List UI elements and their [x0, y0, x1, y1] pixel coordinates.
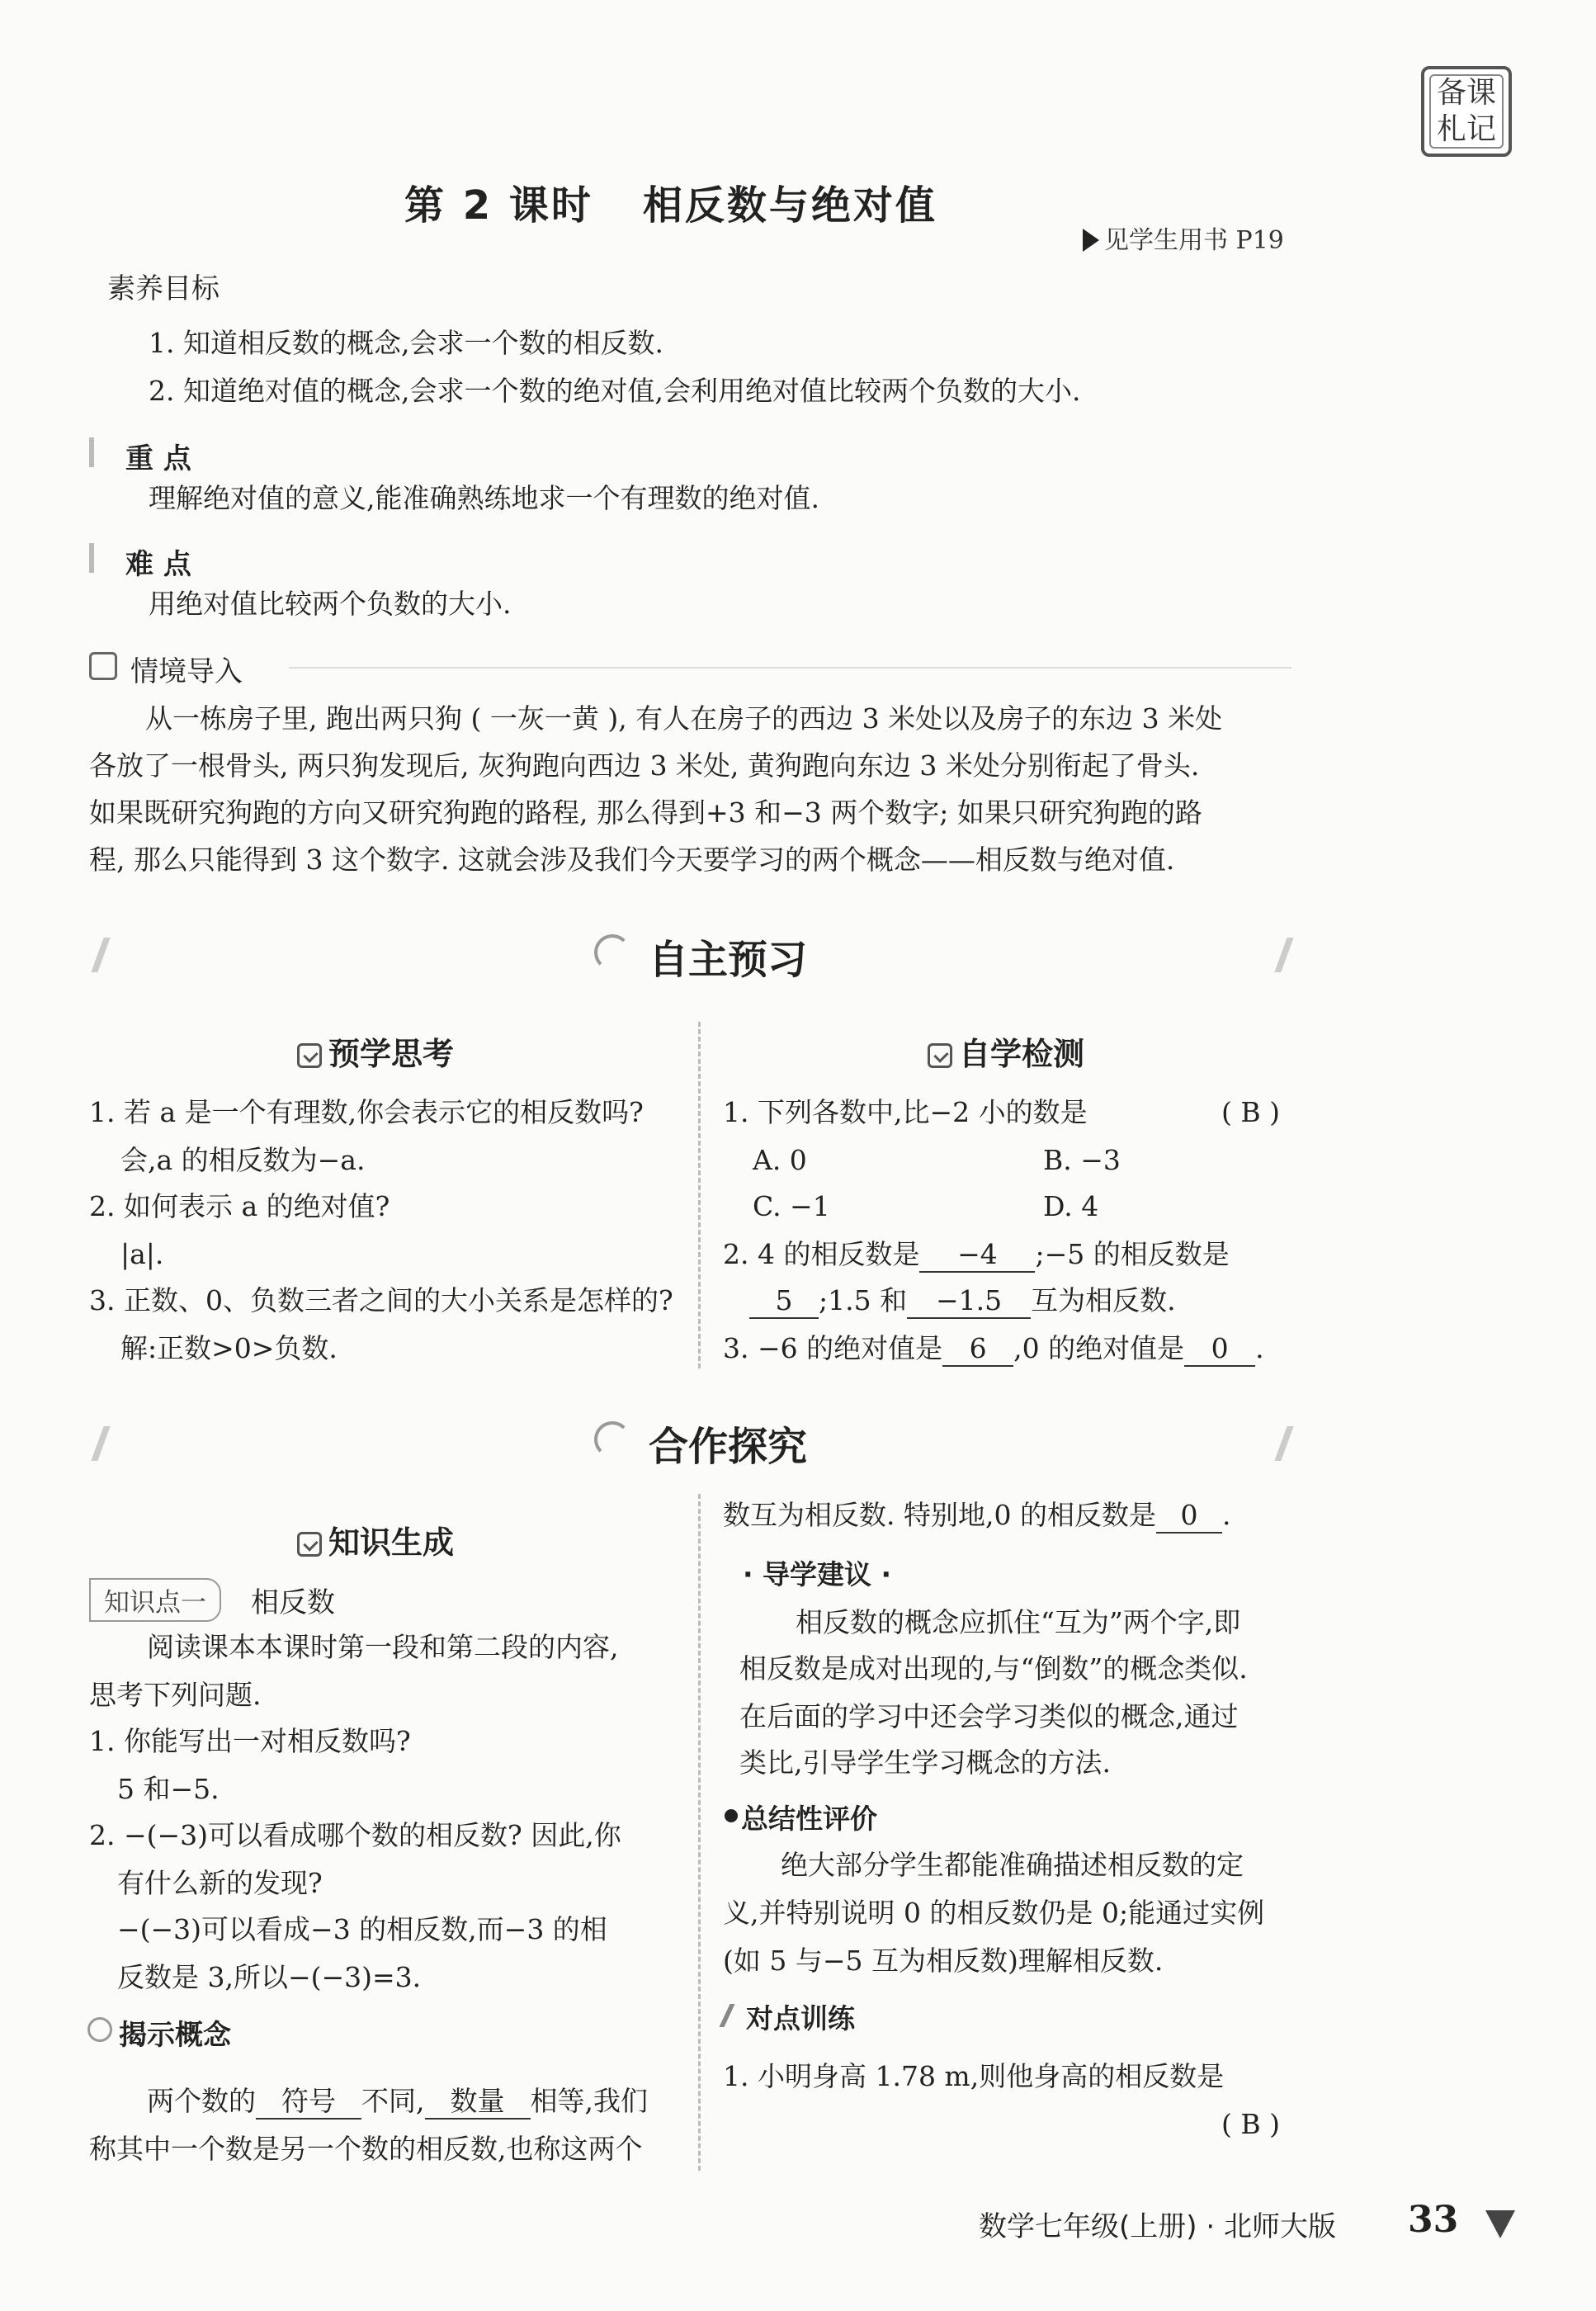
training-heading: 对点训练 — [746, 2002, 855, 2035]
kp-q1: 1. 你能写出一对相反数吗? — [89, 1725, 411, 1757]
key-point-text: 理解绝对值的意义,能准确熟练地求一个有理数的绝对值. — [149, 482, 819, 514]
check-q1: 1. 下列各数中,比−2 小的数是 — [723, 1096, 1088, 1128]
page-number: 33 — [1408, 2199, 1459, 2241]
guide-line: 相反数的概念应抓住“互为”两个字,即 — [796, 1606, 1241, 1638]
read-instruction: 思考下列问题. — [89, 1679, 262, 1711]
notebook-icon — [297, 1532, 322, 1557]
checklist-icon — [928, 1043, 952, 1068]
concept-continued: 数互为相反数. 特别地,0 的相反数是 0 . — [723, 1499, 1230, 1534]
notes-stamp — [1421, 66, 1512, 157]
option: A. 0 — [753, 1144, 807, 1176]
intro-paragraph: 从一栋房子里, 跑出两只狗 ( 一灰一黄 ), 有人在房子的西边 3 米处以及房子的东边 3 米处 各放了一根骨头, 两只狗发现后, 灰狗跑向西边 3 米处, 黄狗跑向东边 3 米处分别衔起了骨头. 如果既研究狗跑的方向又研究狗跑的路程, 那么得到+3 和−3 两个数字; 如果只研究狗跑的路 程, 那么只能得到 3 这个数字. 这就会涉及我们今天要学习的两个概念——相反数与绝对值. — [89, 702, 1223, 876]
key-point-heading: 重 点 — [125, 442, 191, 475]
magnifier-icon — [594, 1421, 630, 1458]
think-a3: 解:正数>0>负数. — [120, 1332, 338, 1364]
check-q1-answer: ( B ) — [1221, 1096, 1280, 1128]
knowledge-title: 知识生成 — [297, 1517, 454, 1562]
summary-heading: 总结性评价 — [741, 1803, 877, 1835]
answer-blank: 6 — [942, 1332, 1013, 1367]
lesson-title — [404, 173, 937, 230]
kp-a2: −(−3)可以看成−3 的相反数,而−3 的相 — [117, 1913, 607, 1945]
answer-blank: 0 — [1184, 1332, 1255, 1367]
answer-blank: 符号 — [256, 2085, 361, 2120]
scenario-icon — [89, 652, 117, 680]
knowledge-point-tag: 知识点一 — [89, 1578, 221, 1622]
corner-arrow-icon — [1485, 2210, 1515, 2238]
option: B. −3 — [1043, 1144, 1121, 1176]
checklist-icon — [297, 1043, 322, 1068]
option: D. 4 — [1043, 1190, 1099, 1222]
column-divider — [698, 1022, 701, 1368]
guide-line: 在后面的学习中还会学习类似的概念,通过 — [739, 1700, 1239, 1732]
lesson-topic: 相反数与绝对值 — [642, 182, 937, 229]
decorative-slash — [1274, 1426, 1293, 1461]
check-q2-line1: 2. 4 的相反数是 −4 ;−5 的相反数是 — [723, 1238, 1230, 1273]
think-a1: 会,a 的相反数为−a. — [120, 1144, 366, 1176]
intro-heading: 情境导入 — [130, 655, 243, 688]
think-a2: |a|. — [120, 1238, 164, 1270]
sidebar-mark — [89, 543, 94, 573]
decorative-slash — [91, 1426, 110, 1461]
kp-a2: 反数是 3,所以−(−3)=3. — [117, 1961, 422, 1993]
column-divider — [698, 1494, 701, 2171]
section-title-explore: 合作探究 — [649, 1424, 808, 1470]
check-q3: 3. −6 的绝对值是 6 ,0 的绝对值是 0 . — [723, 1332, 1264, 1367]
swirl-icon — [594, 934, 630, 971]
training-a1: ( B ) — [1221, 2108, 1280, 2140]
kp-q2: 2. −(−3)可以看成哪个数的相反数? 因此,你 — [89, 1819, 621, 1851]
answer-blank: 5 — [749, 1284, 819, 1319]
difficulty-text: 用绝对值比较两个负数的大小. — [149, 588, 512, 620]
kp-a1: 5 和−5. — [117, 1773, 220, 1805]
goal-item: 1. 知道相反数的概念,会求一个数的相反数. — [149, 327, 663, 359]
decorative-slash — [91, 938, 110, 972]
preview-thinking-title: 预学思考 — [297, 1028, 454, 1074]
think-q2: 2. 如何表示 a 的绝对值? — [89, 1190, 390, 1222]
knowledge-point-name: 相反数 — [251, 1586, 335, 1619]
divider — [289, 667, 1291, 669]
bullet-dot-icon — [725, 1809, 738, 1822]
concept-icon — [87, 2017, 112, 2042]
guide-line: 相反数是成对出现的,与“倒数”的概念类似. — [739, 1652, 1248, 1685]
stamp-line2: 札记 — [1436, 112, 1496, 146]
sidebar-mark — [89, 437, 94, 467]
guide-heading: · 导学建议 · — [743, 1558, 892, 1590]
concept-line2: 称其中一个数是另一个数的相反数,也称这两个 — [89, 2133, 643, 2165]
answer-blank: 数量 — [425, 2085, 531, 2120]
kp-q2: 有什么新的发现? — [117, 1867, 323, 1899]
answer-blank: −1.5 — [907, 1284, 1031, 1319]
read-instruction: 阅读课本本课时第一段和第二段的内容, — [147, 1631, 619, 1663]
student-book-ref: 见学生用书 P19 — [1083, 220, 1284, 256]
concept-line1: 两个数的 符号 不同, 数量 相等,我们 — [147, 2085, 648, 2120]
training-q1: 1. 小明身高 1.78 m,则他身高的相反数是 — [723, 2060, 1225, 2092]
summary-line: 绝大部分学生都能准确描述相反数的定 — [781, 1849, 1244, 1881]
triangle-arrow-icon — [1083, 229, 1099, 252]
answer-blank: −4 — [919, 1238, 1035, 1273]
stamp-line1: 备课 — [1436, 76, 1496, 110]
self-check-title: 自学检测 — [928, 1028, 1084, 1074]
guide-line: 类比,引导学生学习概念的方法. — [739, 1746, 1111, 1779]
section-title-preview: 自主预习 — [649, 937, 808, 983]
concept-heading: 揭示概念 — [119, 2019, 231, 2052]
book-title: 数学七年级(上册) · 北师大版 — [979, 2210, 1336, 2243]
goals-heading: 素养目标 — [107, 272, 220, 305]
option: C. −1 — [753, 1190, 830, 1222]
answer-blank: 0 — [1156, 1499, 1222, 1534]
pencil-icon — [719, 2004, 734, 2027]
think-q3: 3. 正数、0、负数三者之间的大小关系是怎样的? — [89, 1284, 673, 1316]
lesson-number: 第 2 课时 — [404, 182, 593, 229]
check-q2-line2: 5 ;1.5 和 −1.5 互为相反数. — [749, 1284, 1176, 1319]
summary-line: (如 5 与−5 互为相反数)理解相反数. — [723, 1945, 1164, 1977]
think-q1: 1. 若 a 是一个有理数,你会表示它的相反数吗? — [89, 1096, 644, 1128]
summary-line: 义,并特别说明 0 的相反数仍是 0;能通过实例 — [723, 1897, 1265, 1929]
difficulty-heading: 难 点 — [125, 548, 191, 581]
decorative-slash — [1274, 938, 1293, 972]
goal-item: 2. 知道绝对值的概念,会求一个数的绝对值,会利用绝对值比较两个负数的大小. — [149, 375, 1081, 407]
